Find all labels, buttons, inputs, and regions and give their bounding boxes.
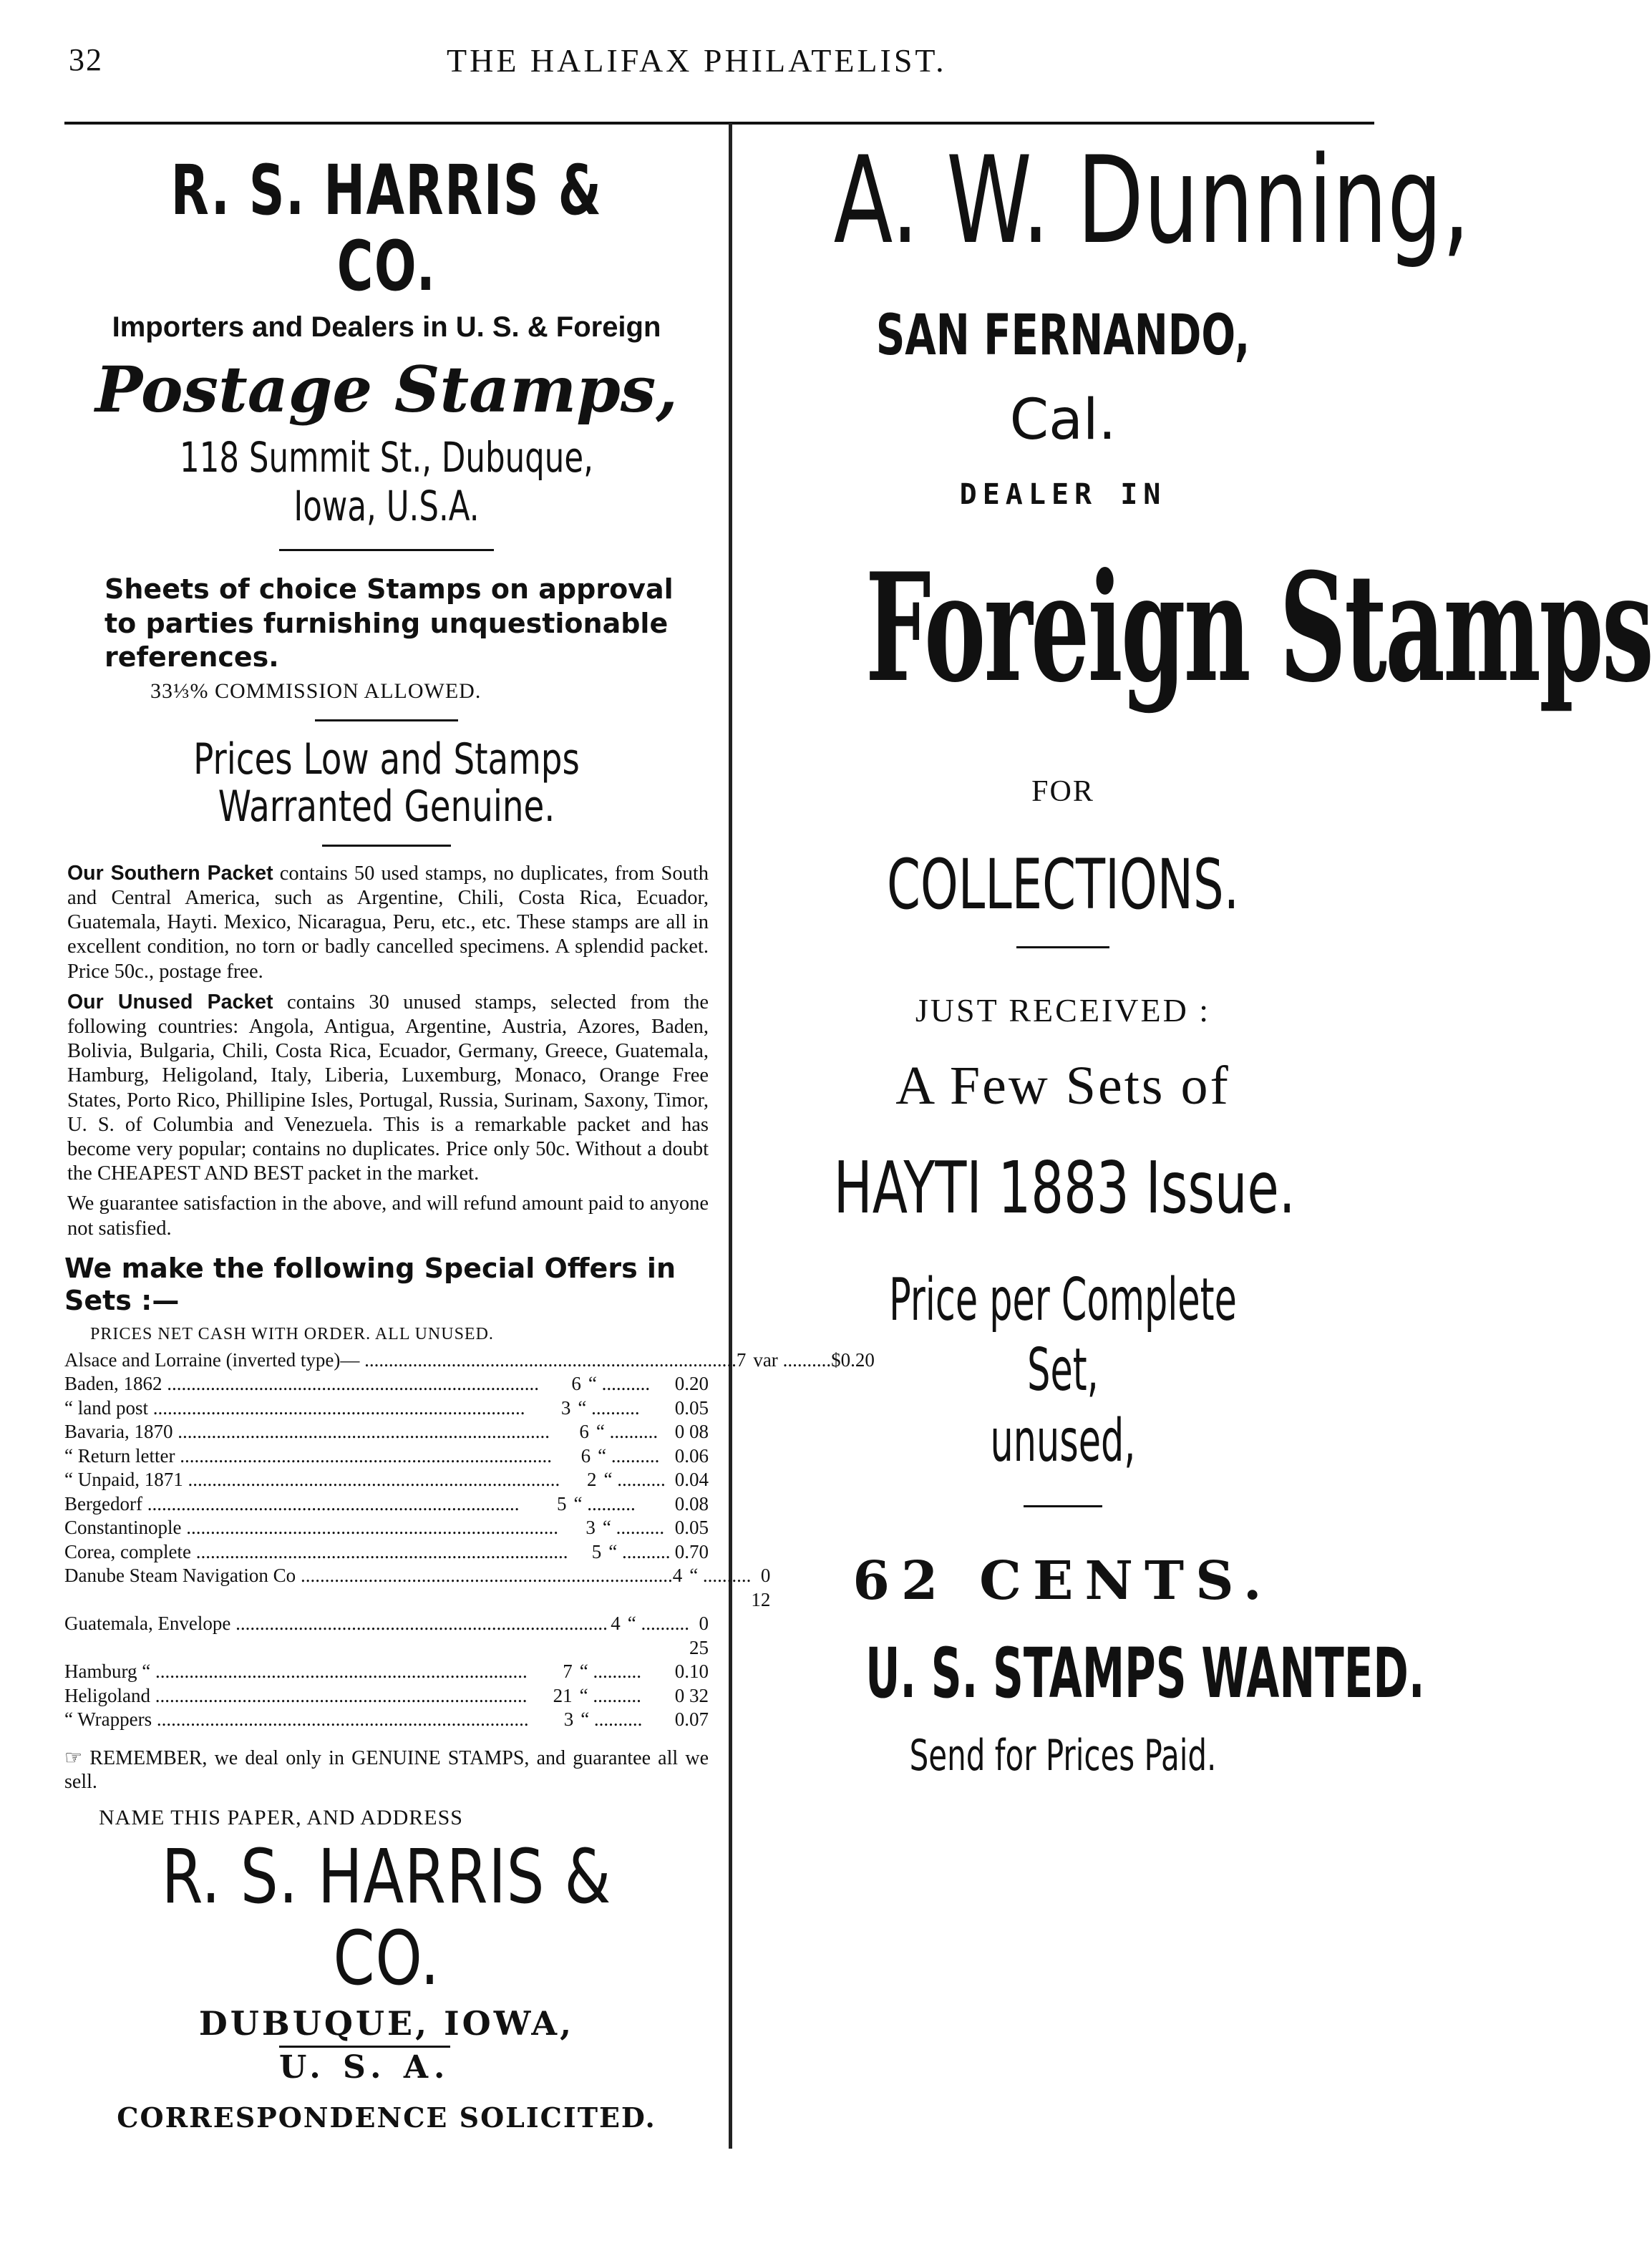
price-line-1: Price per Complete Set, [889,1266,1237,1405]
price-amount: 0.07 [674,1708,709,1731]
price-qty: 3 [560,1396,571,1419]
price-list-row [64,1372,709,1396]
price-item: Hamburg “ ..... [64,1660,528,1684]
price-amount: 0.05 [674,1396,709,1419]
price-item: Alsace and Lorraine (inverted type)— ..... [64,1348,737,1373]
price-amount: 0.04 [674,1469,709,1491]
dunning-town: SAN FERNANDO, [875,303,1250,368]
name-paper-line: NAME THIS PAPER, AND ADDRESS [99,1806,463,1830]
price-item: Heligoland ..... [64,1684,527,1708]
price-item: Corea, complete ..... [64,1540,568,1565]
price-cents: 62 CENTS. [852,1550,1273,1613]
unused-packet-title: Our Unused Packet [67,990,273,1013]
price-list-row [64,1396,709,1421]
price-unit: var ..... [746,1348,831,1373]
price-unit: “ ..... [601,1540,670,1565]
price-qty: 2 [587,1469,597,1491]
price-amount: 0.10 [674,1661,709,1683]
price-qty: 6 [580,1444,591,1467]
harris-country: U. S. A. [279,2046,450,2086]
price-qty: 4 [611,1613,621,1635]
harris-tagline: Importers and Dealers in U. S. & Foreign [112,311,661,344]
price-list-row [64,1348,875,1373]
price-amount: $0.20 [831,1348,875,1371]
price-amount: 0 08 [674,1421,709,1443]
price-unit: “ ..... [570,1396,656,1421]
unused-packet-paragraph [67,990,709,1187]
commission-line: 33⅓% COMMISSION ALLOWED. [150,679,482,703]
price-list-row [64,1540,709,1565]
price-list-row [64,1684,709,1708]
price-qty: 5 [556,1492,567,1515]
price-item: “ Return letter ..... [64,1444,552,1469]
harris-address: 118 Summit St., Dubuque, Iowa, U.S.A. [180,433,593,531]
postage-stamps-heading: Postage Stamps, [95,352,678,427]
us-stamps-wanted: U. S. STAMPS WANTED. [865,1633,1425,1714]
price-amount: 0.06 [674,1444,709,1467]
column-divider [729,123,732,2149]
price-qty: 3 [586,1517,596,1539]
price-list-row [64,1420,709,1444]
divider-rule [1016,946,1109,948]
collections-heading: COLLECTIONS. [886,845,1240,925]
divider-rule [1024,1505,1102,1507]
price-unit: “ ..... [597,1468,667,1492]
dunning-state: Cal. [1009,388,1117,452]
southern-packet-text: contains 50 used stamps, no duplicates, from South and Central America, such as Argentine, Chili, Costa Rica, Ecuador, Guatemala, Hayti. Mexico, Nicaragua, Peru, etc., etc. These stamps are all in excellent condition, no torn or badly cancelled specimens. A splendid packet. Price 50c., postage free. [67,862,709,983]
price-unit: “ ..... [573,1660,657,1684]
divider-rule [315,719,458,721]
price-unit: “ ..... [573,1684,657,1708]
price-list-row [64,1468,709,1492]
price-unit: “ ..... [589,1420,664,1444]
price-amount: 0.05 [674,1517,709,1539]
just-received-label: JUST RECEIVED : [915,992,1211,1029]
price-amount: 0 25 [689,1613,709,1658]
price-list-row [64,1612,709,1660]
price-list-row [64,1516,709,1540]
price-item: Danube Steam Navigation Co ..... [64,1564,673,1612]
price-list-row [64,1708,709,1732]
journal-title: THE HALIFAX PHILATELIST. [447,42,947,79]
price-qty: 4 [672,1565,683,1587]
southern-packet-paragraph [67,861,709,984]
price-unit: “ ..... [573,1708,657,1732]
prices-low-heading: Prices Low and Stamps Warranted Genuine. [193,734,580,832]
special-offers-heading: We make the following Special Offers in Sets :— [64,1252,676,1317]
guarantee-paragraph: We guarantee satisfaction in the above, and will refund amount paid to anyone not satisfied. [67,1192,709,1240]
hayti-issue-heading: HAYTI 1883 Issue. [833,1146,1296,1230]
price-unit: “ ..... [596,1516,666,1540]
price-item: “ land post ..... [64,1396,525,1421]
page-header [69,42,1314,92]
southern-packet-title: Our Southern Packet [67,861,273,885]
few-sets-heading: A Few Sets of [895,1056,1230,1116]
price-qty: 5 [591,1540,602,1562]
harris-advertisement [64,136,875,2134]
divider-rule [322,845,451,847]
price-unit: “ ..... [591,1444,664,1469]
price-item: Baden, 1862 ..... [64,1372,539,1396]
price-line-2: unused, [990,1406,1136,1475]
header-rule [64,122,1374,125]
price-qty: 3 [563,1708,574,1731]
price-unit: “ ..... [621,1612,689,1660]
price-amount: 0.20 [674,1373,709,1395]
harris-city: DUBUQUE, IOWA, [198,2003,575,2043]
price-unit: “ ..... [682,1564,751,1612]
price-list-row [64,1660,709,1684]
price-qty: 7 [563,1661,573,1683]
price-item: Bavaria, 1870 ..... [64,1420,550,1444]
for-label: FOR [1031,775,1094,808]
harris-firm-name-footer: R. S. HARRIS & CO. [161,1833,612,2003]
unused-packet-text: contains 30 unused stamps, selected from the following countries: Angola, Antigua, Argentine, Austria, Azores, Baden, Bolivia, Bulgaria, Chili, Costa Rica, Ecuador, Germany, Greece, Guatemala, Hamburg, Heligoland, Italy, Liberia, Luxemburg, Monaco, Orange Free States, Porto Rico, Phillipine Isles, Portugal, Russia, Surinam, Saxony, Timor, U. S. of Columbia and Venezuela. This is a remarkable packet and has become very popular; contains no duplicates. Price only 50c. Without a doubt the CHEAPEST AND BEST packet in the market. [67,991,709,1185]
price-amount: 0.08 [674,1492,709,1515]
price-qty: 21 [553,1684,573,1706]
dunning-advertisement [744,130,1652,1781]
price-amount: 0 12 [751,1565,771,1610]
approval-sheets-notice: Sheets of choice Stamps on approval to parties furnishing unquestionable references. [105,573,674,674]
foreign-stamps-heading: Foreign Stamps [865,541,1652,716]
price-unit: “ ..... [581,1372,661,1396]
price-list [64,1348,875,1732]
price-list-row [64,1444,709,1469]
price-qty: 6 [571,1373,581,1395]
price-list-header: PRICES NET CASH WITH ORDER. ALL UNUSED. [90,1324,494,1343]
price-amount: 0 32 [674,1684,709,1706]
price-qty: 7 [736,1348,747,1371]
price-list-row [64,1564,771,1612]
price-amount: 0.70 [674,1540,709,1562]
correspondence-solicited: CORRESPONDENCE SOLICITED. [117,2101,656,2134]
harris-firm-name: R. S. HARRIS & CO. [170,150,603,306]
price-item: Constantinople ..... [64,1516,558,1540]
dunning-name: A. W. Dunning, [833,130,1470,271]
page-number: 32 [69,42,103,77]
remember-notice: ☞ REMEMBER, we deal only in GENUINE STAMPS, and guarantee all we sell. [64,1746,709,1794]
price-list-row [64,1492,709,1517]
price-unit: “ ..... [566,1492,654,1517]
divider-rule [279,549,494,551]
send-for-prices: Send for Prices Paid. [909,1731,1217,1781]
price-per-set [865,1265,1260,1477]
price-item: “ Unpaid, 1871 ..... [64,1468,560,1492]
price-qty: 6 [579,1421,589,1443]
dealer-in-label: DEALER IN [959,478,1167,511]
price-item: Bergedorf ..... [64,1492,519,1517]
price-item: “ Wrappers ..... [64,1708,529,1732]
price-item: Guatemala, Envelope ..... [64,1612,608,1660]
